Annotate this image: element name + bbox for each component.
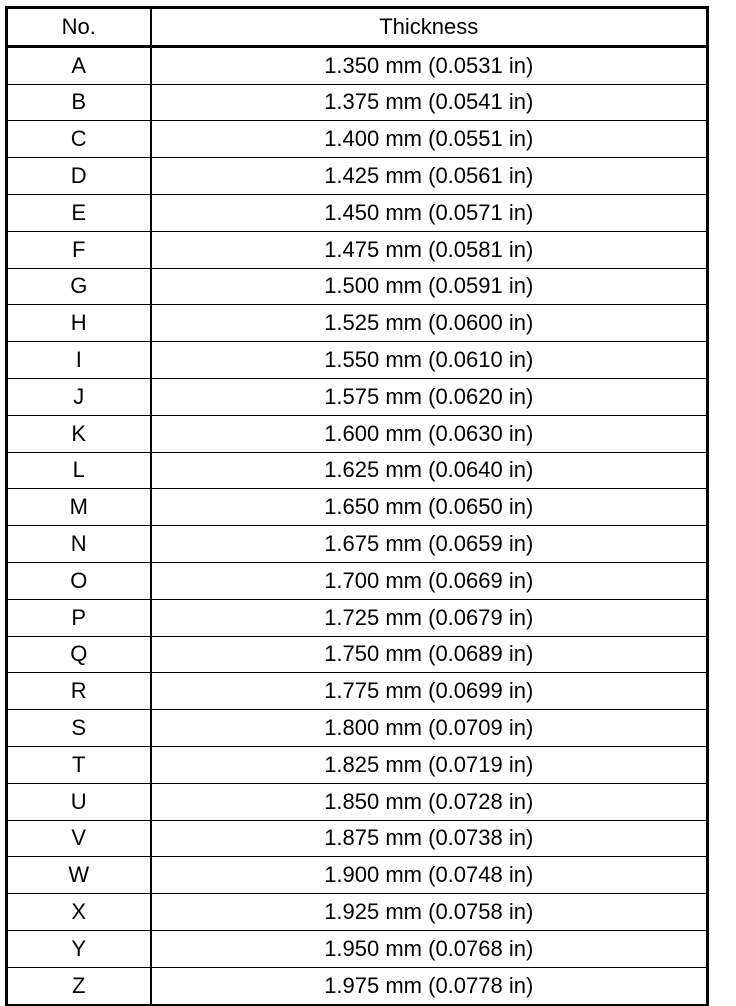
cell-no: N (7, 526, 151, 563)
cell-no: M (7, 489, 151, 526)
cell-thickness: 1.925 mm (0.0758 in) (151, 894, 708, 931)
cell-no: S (7, 710, 151, 747)
table-row (7, 857, 708, 894)
table-row (7, 194, 708, 231)
cell-thickness: 1.875 mm (0.0738 in) (151, 820, 708, 857)
column-header-thickness: Thickness (151, 8, 708, 47)
table-row (7, 268, 708, 305)
table-row (7, 967, 708, 1005)
cell-thickness: 1.825 mm (0.0719 in) (151, 746, 708, 783)
cell-no: P (7, 599, 151, 636)
cell-thickness: 1.850 mm (0.0728 in) (151, 783, 708, 820)
table-row (7, 46, 708, 84)
cell-no: J (7, 378, 151, 415)
cell-thickness: 1.700 mm (0.0669 in) (151, 562, 708, 599)
cell-thickness: 1.375 mm (0.0541 in) (151, 84, 708, 121)
cell-thickness: 1.475 mm (0.0581 in) (151, 231, 708, 268)
cell-thickness: 1.725 mm (0.0679 in) (151, 599, 708, 636)
table-row (7, 452, 708, 489)
cell-thickness: 1.650 mm (0.0650 in) (151, 489, 708, 526)
cell-thickness: 1.400 mm (0.0551 in) (151, 121, 708, 158)
cell-thickness: 1.525 mm (0.0600 in) (151, 305, 708, 342)
cell-thickness: 1.575 mm (0.0620 in) (151, 378, 708, 415)
table-row (7, 121, 708, 158)
cell-no: A (7, 46, 151, 84)
table-header (7, 8, 708, 47)
cell-no: R (7, 673, 151, 710)
column-header-no: No. (7, 8, 151, 47)
header-row (7, 8, 708, 47)
cell-no: B (7, 84, 151, 121)
table-row (7, 894, 708, 931)
table-row (7, 746, 708, 783)
table-row (7, 489, 708, 526)
table-row (7, 415, 708, 452)
table-row (7, 636, 708, 673)
table-row (7, 930, 708, 967)
cell-thickness: 1.675 mm (0.0659 in) (151, 526, 708, 563)
cell-no: Y (7, 930, 151, 967)
cell-no: Q (7, 636, 151, 673)
cell-no: W (7, 857, 151, 894)
cell-thickness: 1.625 mm (0.0640 in) (151, 452, 708, 489)
cell-no: H (7, 305, 151, 342)
cell-thickness: 1.350 mm (0.0531 in) (151, 46, 708, 84)
cell-thickness: 1.750 mm (0.0689 in) (151, 636, 708, 673)
cell-no: G (7, 268, 151, 305)
cell-thickness: 1.425 mm (0.0561 in) (151, 158, 708, 195)
table-row (7, 231, 708, 268)
cell-no: X (7, 894, 151, 931)
cell-no: V (7, 820, 151, 857)
cell-no: O (7, 562, 151, 599)
thickness-table (5, 6, 709, 1006)
cell-no: L (7, 452, 151, 489)
table-row (7, 84, 708, 121)
cell-thickness: 1.950 mm (0.0768 in) (151, 930, 708, 967)
cell-no: Z (7, 967, 151, 1005)
table-row (7, 526, 708, 563)
cell-no: F (7, 231, 151, 268)
cell-thickness: 1.500 mm (0.0591 in) (151, 268, 708, 305)
table-row (7, 710, 708, 747)
cell-thickness: 1.900 mm (0.0748 in) (151, 857, 708, 894)
cell-no: U (7, 783, 151, 820)
table-row (7, 378, 708, 415)
table-row (7, 673, 708, 710)
table-row (7, 562, 708, 599)
table-body (7, 46, 708, 1005)
cell-thickness: 1.975 mm (0.0778 in) (151, 967, 708, 1005)
cell-thickness: 1.450 mm (0.0571 in) (151, 194, 708, 231)
cell-thickness: 1.775 mm (0.0699 in) (151, 673, 708, 710)
table-row (7, 342, 708, 379)
table-row (7, 820, 708, 857)
cell-thickness: 1.600 mm (0.0630 in) (151, 415, 708, 452)
cell-thickness: 1.800 mm (0.0709 in) (151, 710, 708, 747)
table-row (7, 158, 708, 195)
table-row (7, 599, 708, 636)
table-row (7, 305, 708, 342)
cell-no: E (7, 194, 151, 231)
cell-no: C (7, 121, 151, 158)
cell-no: I (7, 342, 151, 379)
table-row (7, 783, 708, 820)
cell-thickness: 1.550 mm (0.0610 in) (151, 342, 708, 379)
cell-no: T (7, 746, 151, 783)
cell-no: D (7, 158, 151, 195)
cell-no: K (7, 415, 151, 452)
